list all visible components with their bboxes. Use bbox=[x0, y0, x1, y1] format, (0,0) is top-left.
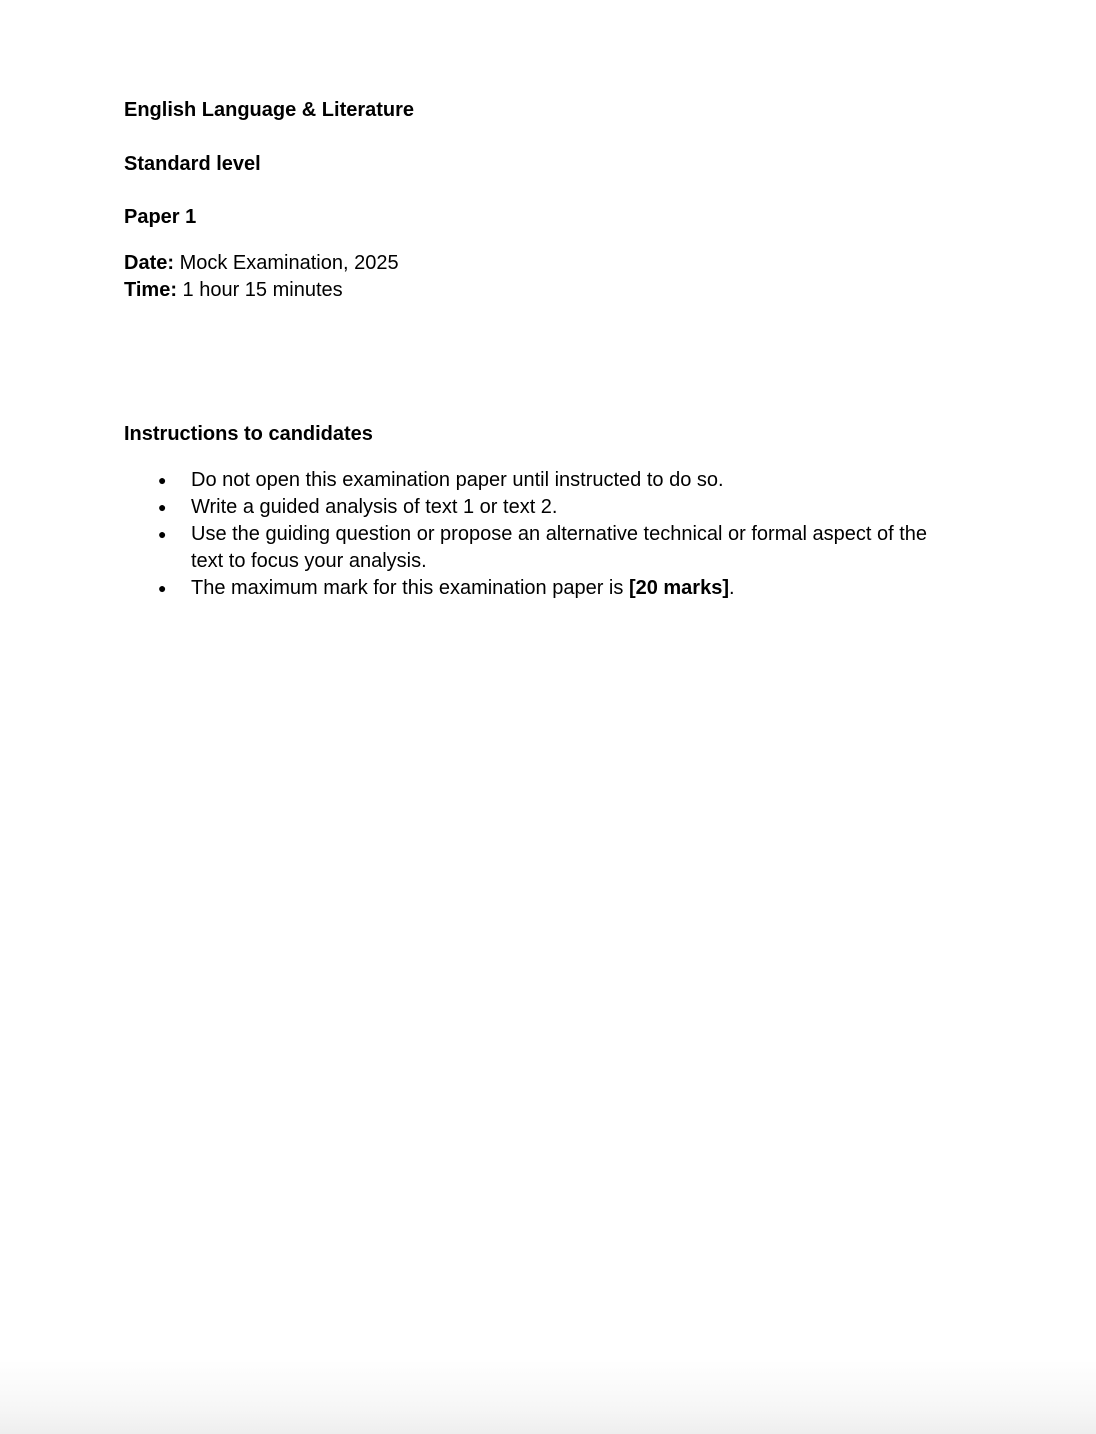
instruction-text: Use the guiding question or propose an alternative technical or formal aspect of the text to focus your analysis. bbox=[191, 523, 927, 572]
bullet-icon: ● bbox=[158, 526, 167, 542]
level-label: Standard level bbox=[124, 153, 261, 175]
bullet-icon: ● bbox=[158, 472, 167, 488]
list-item bbox=[124, 467, 964, 494]
instruction-text: The maximum mark for this examination paper is bbox=[191, 577, 629, 599]
time-line bbox=[124, 277, 343, 304]
instructions-list bbox=[124, 467, 964, 602]
bullet-icon: ● bbox=[158, 580, 167, 596]
list-item bbox=[124, 521, 964, 575]
instruction-text-end: . bbox=[729, 577, 735, 599]
date-value: Mock Examination, 2025 bbox=[174, 252, 399, 274]
paper-label: Paper 1 bbox=[124, 206, 197, 228]
instruction-text: Write a guided analysis of text 1 or text 2. bbox=[191, 496, 558, 518]
date-label: Date: bbox=[124, 252, 175, 274]
date-line bbox=[124, 250, 399, 277]
list-item bbox=[124, 575, 964, 602]
time-label: Time: bbox=[124, 279, 177, 301]
instruction-text: Do not open this examination paper until instructed to do so. bbox=[191, 469, 724, 491]
list-item bbox=[124, 494, 964, 521]
bullet-icon: ● bbox=[158, 499, 167, 515]
subject-title: English Language & Literature bbox=[124, 99, 415, 121]
max-marks: [20 marks] bbox=[628, 577, 729, 599]
time-value: 1 hour 15 minutes bbox=[176, 279, 343, 301]
instructions-heading: Instructions to candidates bbox=[124, 423, 373, 445]
